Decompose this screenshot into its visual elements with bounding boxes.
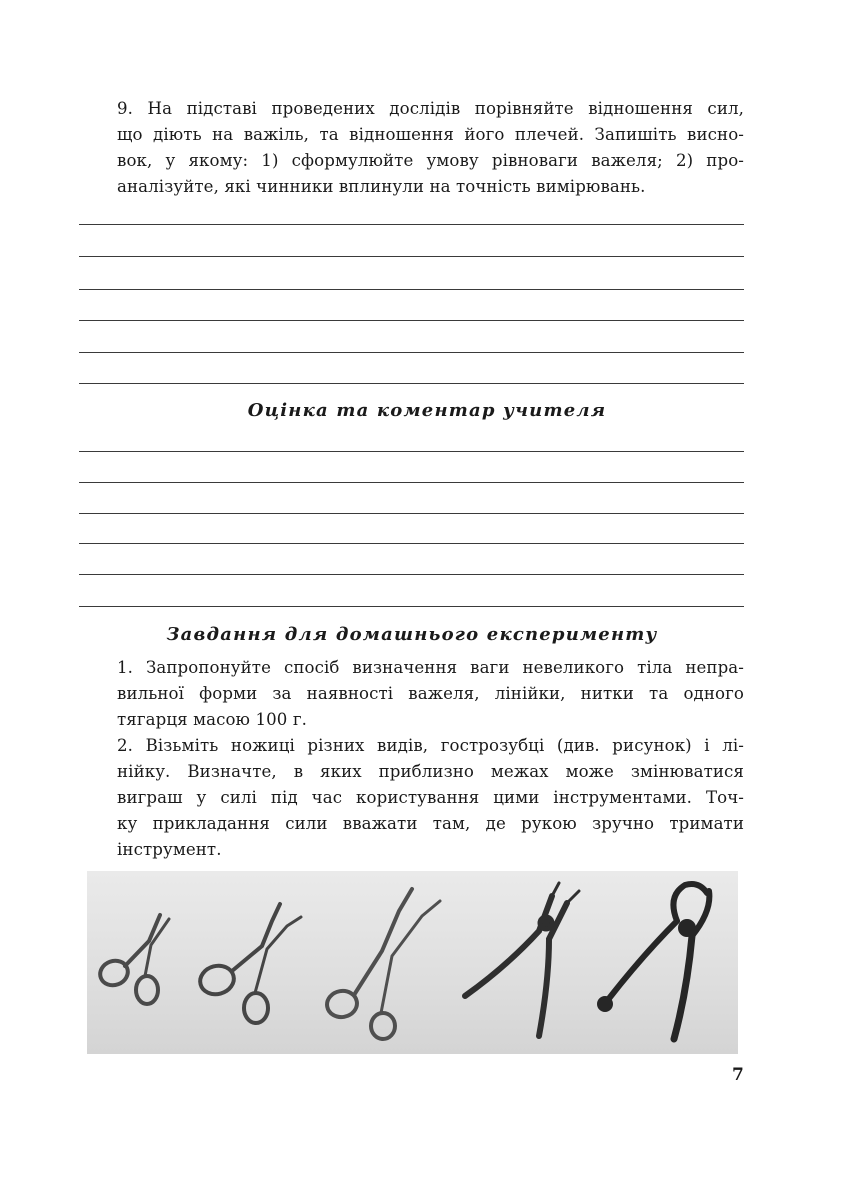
long-scissors-icon: [325, 889, 440, 1039]
home-task-2-line: виграш у силі під час користування цими інструментами. Точ-: [117, 788, 744, 807]
teacher-comment-heading: Оцінка та коментар учителя: [247, 400, 607, 421]
home-task-2-line: нійку. Визначте, в яких приблизно межах може змінюватися: [117, 762, 744, 781]
home-task-2-line: інструмент.: [117, 840, 222, 859]
task-9-line: 9. На підставі проведених дослідів порівняйте відношення сил,: [117, 99, 744, 118]
answer-line: [79, 383, 744, 384]
task-9-text: [117, 96, 744, 200]
home-task-2-line: 2. Візьміть ножиці різних видів, гострозубці (див. рисунок) і лі-: [117, 736, 744, 755]
page-number: 7: [732, 1065, 744, 1085]
task-9-line: вок, у якому: 1) сформулюйте умову рівноваги важеля; 2) про-: [117, 151, 744, 170]
pliers-icon: [600, 884, 709, 1039]
answer-line: [79, 482, 744, 483]
task-9-line: що діють на важіль, та відношення його плечей. Запишіть висно-: [117, 125, 744, 144]
curved-scissors-icon: [197, 904, 301, 1023]
answer-line: [79, 352, 744, 353]
task-9-line: аналізуйте, які чинники вплинули на точність вимірювань.: [117, 177, 646, 196]
tin-snips-icon: [465, 883, 579, 1036]
answer-line: [79, 606, 744, 607]
answer-line: [79, 513, 744, 514]
home-task-1-line: тягарця масою 100 г.: [117, 710, 307, 729]
tools-illustration: [87, 871, 738, 1054]
answer-line: [79, 289, 744, 290]
answer-line: [79, 224, 744, 225]
answer-line: [79, 451, 744, 452]
answer-line: [79, 574, 744, 575]
answer-line: [79, 256, 744, 257]
home-task-1-line: 1. Запропонуйте спосіб визначення ваги невеликого тіла непра-: [117, 658, 744, 677]
home-task-1: [117, 655, 744, 733]
answer-line: [79, 543, 744, 544]
tools-photo: [87, 871, 738, 1054]
answer-line: [79, 320, 744, 321]
home-task-1-line: вильної форми за наявності важеля, лінійки, нитки та одного: [117, 684, 744, 703]
home-task-2: [117, 733, 744, 863]
home-task-2-line: ку прикладання сили вважати там, де рукою зручно тримати: [117, 814, 744, 833]
home-experiment-heading: Завдання для домашнього експерименту: [166, 624, 658, 645]
small-scissors-icon: [97, 915, 169, 1004]
